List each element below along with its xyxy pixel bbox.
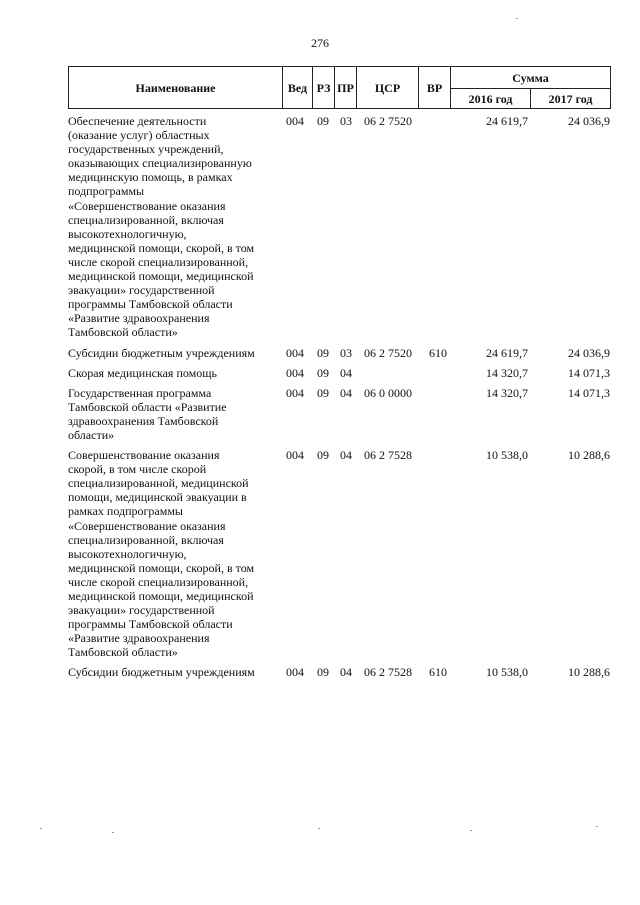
header-vr: ВР [419,67,451,109]
row-rz: 09 [317,345,329,360]
row-csr: 06 2 7528 [364,448,412,463]
row-csr: 06 2 7520 [364,114,412,128]
page-number: 276 [311,36,329,50]
header-rz: РЗ [313,67,335,109]
row-sum-2016: 24 619,7 [486,114,528,128]
row-ved: 004 [286,114,304,128]
table-row [68,366,610,380]
header-year-2017: 2017 год [531,89,611,109]
row-ved: 004 [286,345,304,360]
row-rz: 09 [317,385,329,400]
row-name: Субсидии бюджетным учреждениям [68,345,255,360]
header-csr: ЦСР [357,67,419,109]
row-pr: 03 [340,345,352,360]
row-pr: 03 [340,114,352,128]
row-rz: 09 [317,114,329,128]
row-rz: 09 [317,665,329,680]
row-sum-2017: 14 071,3 [568,385,610,400]
row-vr: 610 [429,665,447,680]
row-sum-2017: 14 071,3 [568,365,610,380]
row-name: Субсидии бюджетным учреждениям [68,665,255,680]
scan-speck [112,832,114,833]
row-pr: 04 [340,448,352,463]
row-name: Обеспечение деятельности (оказание услуг) областных государственных учреждений, оказывающих специализированную медицинскую помощь, в рамках подпрограммы «Совершенствование оказания специализированной, включая высокотехнологичную, медицинской помощи, скорой, в том числе скорой специализированной, медицинской помощи, медицинской эвакуации» государственной программы Тамбовской области «Развитие здравоохранения Тамбовской области» [68,114,255,340]
scan-speck [470,830,472,831]
header-sum: Сумма [451,67,611,89]
row-csr: 06 0 0000 [364,385,412,400]
row-rz: 09 [317,365,329,380]
row-pr: 04 [340,385,352,400]
row-name: Совершенствование оказания скорой, в том числе скорой специализированной, медицинской помощи, медицинской эвакуации в рамках подпрограммы «Совершенствование оказания специализированной, включая высокотехнологичную, медицинской помощи, скорой, в том числе скорой специализированной, медицинской помощи, медицинской эвакуации» государственной программы Тамбовской области «Развитие здравоохранения Тамбовской области» [68,448,255,660]
table-row [68,386,610,442]
row-csr: 06 2 7520 [364,345,412,360]
header-pr: ПР [335,67,357,109]
row-ved: 004 [286,448,304,463]
row-sum-2016: 14 320,7 [486,385,528,400]
row-ved: 004 [286,665,304,680]
table-row [68,665,610,679]
table-header [68,66,611,109]
row-csr: 06 2 7528 [364,665,412,680]
row-sum-2017: 24 036,9 [568,114,610,128]
row-sum-2016: 24 619,7 [486,345,528,360]
scan-speck [516,18,518,19]
table-row [68,448,610,659]
row-sum-2017: 10 288,6 [568,665,610,680]
table-row [68,346,610,360]
scan-speck [596,826,598,827]
scan-speck [40,828,42,829]
row-vr: 610 [429,345,447,360]
table-row [68,114,610,340]
row-ved: 004 [286,385,304,400]
row-pr: 04 [340,665,352,680]
row-ved: 004 [286,365,304,380]
row-pr: 04 [340,365,352,380]
header-name: Наименование [69,67,283,109]
row-sum-2017: 10 288,6 [568,448,610,463]
header-ved: Вед [283,67,313,109]
table-body [68,114,610,686]
row-name: Скорая медицинская помощь [68,365,217,380]
row-rz: 09 [317,448,329,463]
row-sum-2016: 14 320,7 [486,365,528,380]
header-year-2016: 2016 год [451,89,531,109]
row-sum-2017: 24 036,9 [568,345,610,360]
row-sum-2016: 10 538,0 [486,448,528,463]
row-sum-2016: 10 538,0 [486,665,528,680]
scan-speck [318,828,320,829]
row-name: Государственная программа Тамбовской области «Развитие здравоохранения Тамбовской области» [68,385,227,442]
